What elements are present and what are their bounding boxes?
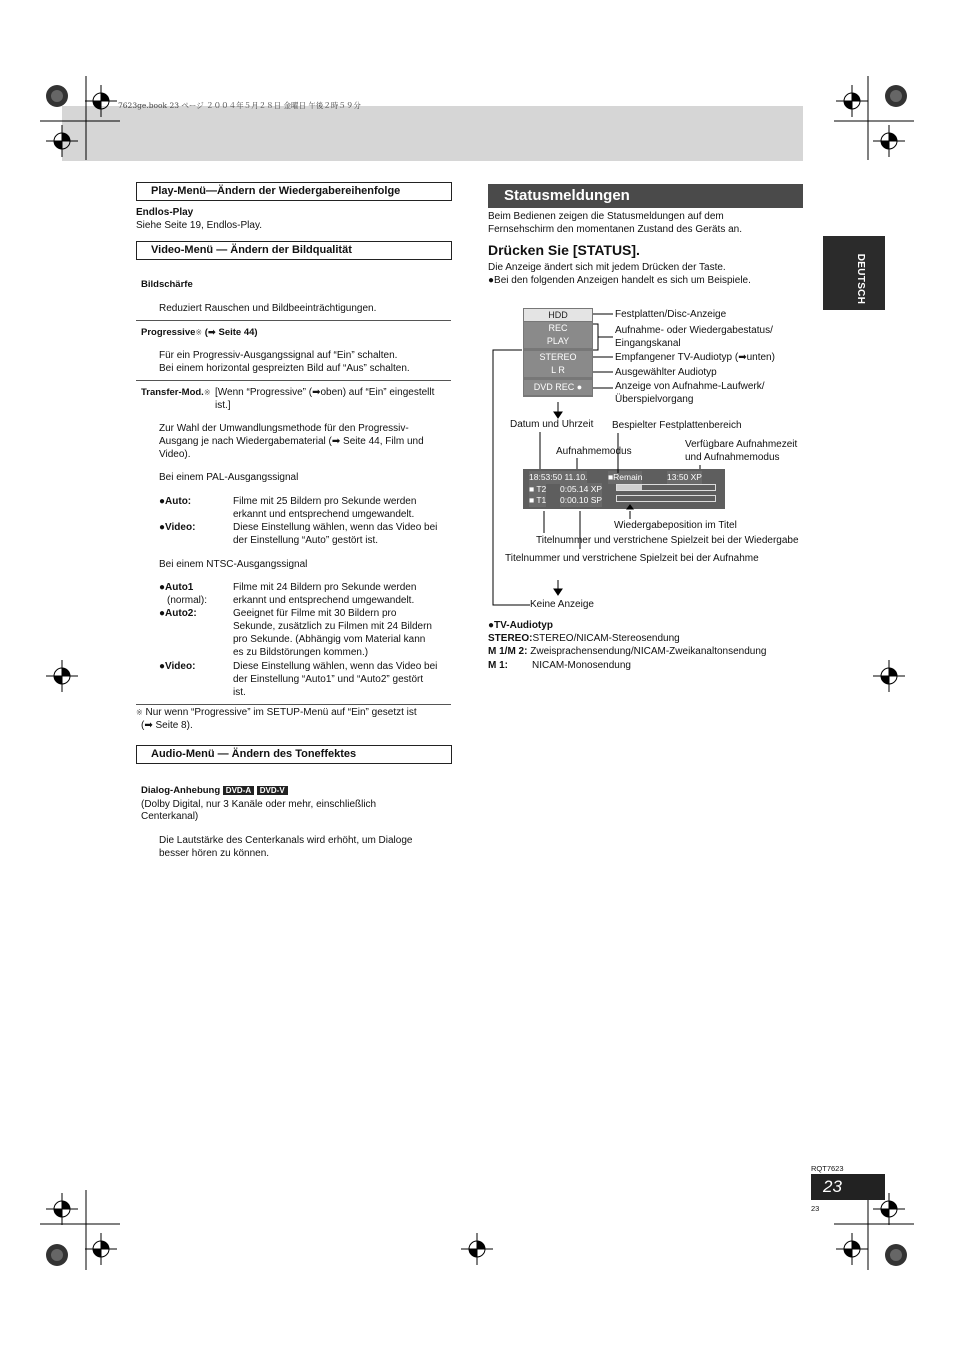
dvd-a-badge: DVD-A (223, 786, 254, 795)
label-disc: Festplatten/Disc-Anzeige (615, 309, 727, 320)
dvd-v-badge: DVD-V (257, 786, 288, 795)
label-rec-disp-1: Anzeige von Aufnahme-Laufwerk/ (615, 381, 765, 392)
osd-remain: ■Remain (608, 472, 643, 482)
bildschaerfe-label: Bildschärfe (141, 279, 193, 290)
tv-audio-m1m2-label: M 1/M 2: (488, 646, 528, 657)
osd-lr: L R (524, 364, 592, 377)
tv-audio-stereo-text: STEREO/NICAM-Stereosendung (532, 633, 680, 644)
press-status-title: Drücken Sie [STATUS]. (488, 242, 640, 258)
transfer-label: Transfer-Mod. (141, 387, 204, 398)
pal-auto-text-2: erkannt und entsprechend umgewandelt. (233, 509, 415, 520)
ntsc-auto1-sub: (normal): (167, 595, 208, 606)
bildschaerfe-text: Reduziert Rauschen und Bildbeeinträchtigungen. (159, 303, 377, 314)
label-aufnahmemodus: Aufnahmemodus (556, 446, 632, 457)
osd-rec: REC (524, 322, 592, 335)
ntsc-video-text-3: ist. (233, 687, 246, 698)
label-titel-wiedergabe: Titelnummer und verstrichene Spielzeit bei der Wiedergabe (536, 535, 799, 546)
tv-audio-m1-label: M 1: (488, 660, 508, 671)
divider (136, 704, 451, 705)
label-verfuegbar-2: und Aufnahmemodus (685, 452, 780, 463)
progressive-label: Progressive (141, 327, 196, 338)
osd-datetime: 18:53:50 11.10. (529, 472, 588, 482)
section-title: Statusmeldungen (488, 184, 803, 208)
ntsc-auto1-label: ●Auto1 (159, 582, 194, 593)
transfer-cond-2: ist.] (215, 400, 231, 411)
dialog-cond-1: (Dolby Digital, nur 3 Kanäle oder mehr, einschließlich (141, 799, 377, 810)
tv-audio-m1-text: NICAM-Monosendung (532, 660, 631, 671)
pal-video-label: ●Video: (159, 522, 196, 533)
ntsc-label: Bei einem NTSC-Ausgangssignal (159, 559, 308, 570)
osd-hdd: HDD (524, 309, 592, 321)
osd-dvdrec: DVD REC ● (524, 380, 592, 395)
footnote-mark: ※ (203, 388, 211, 397)
osd-stereo: STEREO (524, 351, 592, 364)
label-tv-audio: Empfangener TV-Audiotyp (➡unten) (615, 352, 775, 363)
osd-t2: ■ T2 (529, 484, 547, 494)
ntsc-video-label: ●Video: (159, 661, 196, 672)
ntsc-video-text-1: Diese Einstellung wählen, wenn das Video bei (233, 661, 438, 672)
dialog-label: Dialog-Anhebung (141, 785, 221, 796)
play-menu-heading: Play-Menü—Ändern der Wiedergabereihenfolge (136, 182, 452, 201)
ntsc-auto1-text-2: erkannt und entsprechend umgewandelt. (233, 595, 415, 606)
pal-video-text-1: Diese Einstellung wählen, wenn das Video bei (233, 522, 438, 533)
dialog-cond-2: Centerkanal) (141, 811, 199, 822)
label-wiedergabepos: Wiedergabeposition im Titel (614, 520, 737, 531)
crosshair-marks (46, 85, 905, 1265)
label-status-1: Aufnahme- oder Wiedergabestatus/ (615, 325, 773, 336)
osd-t1: ■ T1 (529, 495, 547, 505)
transfer-text-2: Ausgang je nach Wiedergabematerial (➡ Seite 44, Film und (159, 436, 424, 447)
press-text-1: Die Anzeige ändert sich mit jedem Drücken der Taste. (488, 262, 726, 273)
transfer-row (141, 386, 211, 399)
progressive-text-1: Für ein Progressiv-Ausgangssignal auf “Ein” schalten. (159, 350, 398, 361)
footnote-mark: ※ (136, 708, 143, 717)
pal-auto-text-1: Filme mit 25 Bildern pro Sekunde werden (233, 496, 417, 507)
ntsc-auto2-text-1: Geeignet für Filme mit 30 Bildern pro (233, 608, 397, 619)
ntsc-auto2-text-4: es zu Bildstörungen kommen.) (233, 647, 369, 658)
dialog-row (141, 784, 288, 797)
label-keine: Keine Anzeige (530, 599, 594, 610)
osd-remain-time: 13:50 XP (667, 472, 702, 482)
label-rec-disp-2: Überspielvorgang (615, 394, 694, 405)
pal-video-text-2: der Einstellung “Auto” gestört ist. (233, 535, 379, 546)
ntsc-auto2-text-2: Sekunde, zusätzlich zu Filmen mit 24 Bildern (233, 621, 432, 632)
pal-label: Bei einem PAL-Ausgangssignal (159, 472, 299, 483)
language-side-tab (823, 236, 885, 310)
footnote-1-text: Nur wenn “Progressive” im SETUP-Menü auf “Ein” gesetzt ist (145, 707, 417, 718)
label-sel-audio: Ausgewählter Audiotyp (615, 367, 717, 378)
tv-audio-stereo-row (488, 632, 680, 645)
progressive-row (141, 326, 258, 339)
footnote-1 (136, 706, 417, 719)
tv-audio-m1m2-row (488, 645, 766, 658)
osd-play: PLAY (524, 335, 592, 348)
transfer-cond-1: [Wenn “Progressive” (➡oben) auf “Ein” eingestellt (215, 387, 435, 398)
audio-menu-heading: Audio-Menü — Ändern des Toneffektes (136, 745, 452, 764)
endlos-play-label: Endlos-Play (136, 207, 194, 218)
label-status-2: Eingangskanal (615, 338, 681, 349)
divider (136, 380, 451, 381)
video-menu-heading: Video-Menü — Ändern der Bildqualität (136, 241, 452, 260)
footnote-mark: ※ (195, 328, 203, 337)
pal-auto-label: ●Auto: (159, 496, 192, 507)
label-datum: Datum und Uhrzeit (510, 419, 594, 430)
intro-line-2: Fernsehschirm den momentanen Zustand des Geräts an. (488, 224, 743, 235)
transfer-text-3: Video). (159, 449, 191, 460)
footnote-2: (➡ Seite 8). (141, 720, 193, 731)
osd-t1-time: 0:00.10 SP (560, 495, 603, 505)
progressive-ref: (➡ Seite 44) (204, 327, 258, 338)
doc-code: RQT7623 (811, 1164, 844, 1173)
page-number: 23 (811, 1174, 885, 1200)
label-bespielt: Bespielter Festplattenbereich (612, 420, 742, 431)
language-side-tab-label: DEUTSCH (855, 253, 866, 305)
ntsc-auto2-label: ●Auto2: (159, 608, 197, 619)
ntsc-video-text-2: der Einstellung “Auto1” und “Auto2” gestört (233, 674, 424, 685)
endlos-play-text: Siehe Seite 19, Endlos-Play. (136, 220, 263, 231)
divider (136, 320, 451, 321)
label-titel-aufnahme: Titelnummer und verstrichene Spielzeit bei der Aufnahme (505, 553, 759, 564)
tv-audio-heading: ●TV-Audiotyp (488, 620, 553, 631)
ntsc-auto1-text-1: Filme mit 24 Bildern pro Sekunde werden (233, 582, 417, 593)
tv-audio-stereo-label: STEREO: (488, 633, 533, 644)
osd-t2-time: 0:05.14 XP (560, 484, 603, 494)
print-info-line: 7623ge.book 23 ページ ２００４年５月２８日 金曜日 午後２時５９分 (118, 101, 361, 110)
page-number-small: 23 (811, 1204, 820, 1213)
transfer-text-1: Zur Wahl der Umwandlungsmethode für den Progressiv- (159, 423, 409, 434)
progressive-text-2: Bei einem horizontal gespreizten Bild auf “Aus” schalten. (159, 363, 410, 374)
press-text-2: ●Bei den folgenden Anzeigen handelt es sich um Beispiele. (488, 275, 751, 286)
color-target-marks (46, 85, 907, 1266)
intro-line-1: Beim Bedienen zeigen die Statusmeldungen auf dem (488, 211, 724, 222)
tv-audio-m1m2-text: Zweisprachensendung/NICAM-Zweikanaltonsendung (530, 646, 767, 657)
dialog-text-1: Die Lautstärke des Centerkanals wird erhöht, um Dialoge (159, 835, 413, 846)
label-verfuegbar-1: Verfügbare Aufnahmezeit (685, 439, 798, 450)
ntsc-auto2-text-3: pro Sekunde. (Abhängig vom Material kann (233, 634, 426, 645)
dialog-text-2: besser hören zu können. (159, 848, 270, 859)
